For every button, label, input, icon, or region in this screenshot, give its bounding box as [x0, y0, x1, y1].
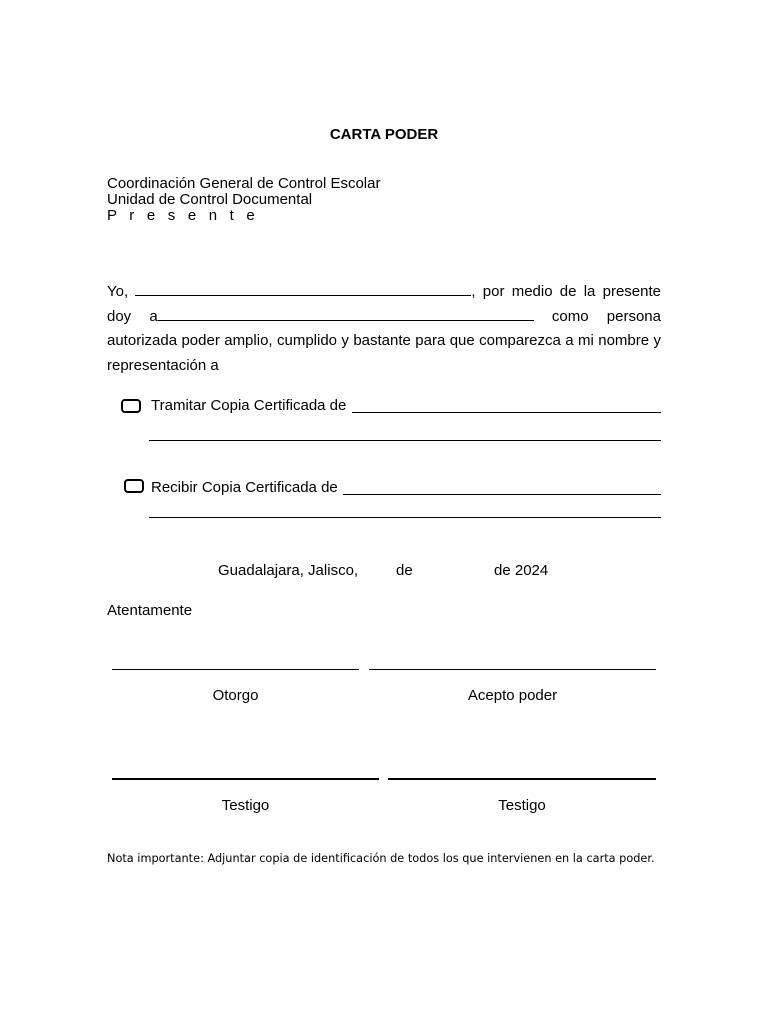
body-paragraph: [107, 280, 661, 378]
recipient-line-2: Unidad de Control Documental: [107, 191, 313, 208]
body-line-2: [107, 305, 661, 330]
date-de-1: de: [396, 562, 413, 579]
recibir-blank-line-1[interactable]: [343, 494, 661, 495]
testigo-2-label: Testigo: [498, 797, 546, 814]
closing-atentamente: Atentamente: [107, 602, 193, 619]
acepto-poder-label: Acepto poder: [467, 687, 558, 704]
body-line-1: [107, 280, 661, 305]
date-place: Guadalajara, Jalisco,: [218, 562, 359, 579]
acepto-signature-line[interactable]: [369, 669, 656, 670]
body-doy-label: doy a: [107, 307, 158, 325]
tramitar-blank-line-1[interactable]: [352, 412, 661, 413]
testigo-1-label: Testigo: [221, 797, 270, 814]
document-title: CARTA PODER: [329, 126, 439, 143]
date-year: de 2024: [494, 562, 549, 579]
body-line-1-end: , por medio de la presente: [471, 283, 662, 300]
body-line-4: representación a: [107, 356, 219, 374]
body-yo-label: Yo,: [107, 283, 129, 300]
important-note: Nota importante: Adjuntar copia de identificación de todos los que intervienen en la carta poder.: [107, 852, 655, 865]
recibir-label: Recibir Copia Certificada de: [151, 479, 338, 496]
name-blank-line[interactable]: [135, 281, 471, 296]
testigo-1-signature-line[interactable]: [112, 778, 379, 780]
body-line-3: autorizada poder amplio, cumplido y bastante para que comparezca a mi nombre y: [107, 332, 661, 349]
otorgo-label: Otorgo: [212, 687, 259, 704]
recipient-line-3: P r e s e n t e: [107, 207, 259, 224]
body-line-2-end: como persona: [551, 307, 661, 325]
recibir-checkbox[interactable]: [124, 479, 144, 493]
authorized-name-blank-line[interactable]: [158, 306, 534, 321]
testigo-2-signature-line[interactable]: [388, 778, 656, 780]
tramitar-checkbox[interactable]: [121, 399, 141, 413]
recipient-line-1: Coordinación General de Control Escolar: [107, 175, 381, 192]
recibir-blank-line-2[interactable]: [149, 517, 661, 518]
tramitar-blank-line-2[interactable]: [149, 440, 661, 441]
otorgo-signature-line[interactable]: [112, 669, 359, 670]
tramitar-label: Tramitar Copia Certificada de: [151, 397, 347, 414]
